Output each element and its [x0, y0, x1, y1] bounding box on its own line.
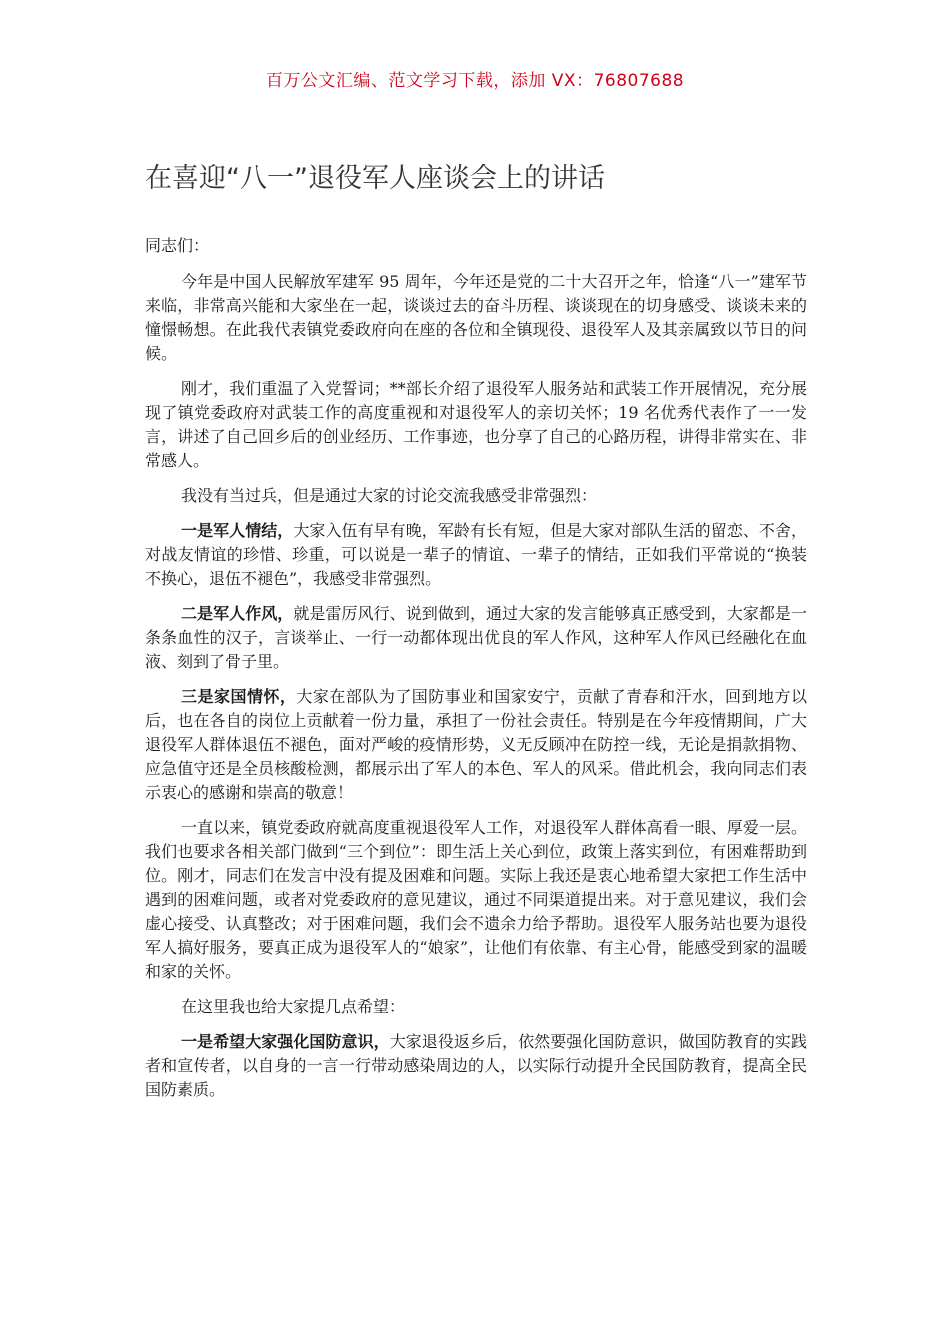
paragraph-4 [145, 519, 807, 591]
paragraph-5 [145, 602, 807, 674]
paragraph-8 [145, 995, 807, 1019]
paragraph-text: 今年是中国人民解放军建军 95 周年，今年还是党的二十大召开之年，恰逢“八一”建军节来临，非常高兴能和大家坐在一起，谈谈过去的奋斗历程、谈谈现在的切身感受、谈谈未来的憧憬畅想。在此我代表镇党委政府向在座的各位和全镇现役、退役军人及其亲属致以节日的问候。 [145, 272, 807, 363]
paragraph-2 [145, 377, 807, 473]
document-title: 在喜迎“八一”退役军人座谈会上的讲话 [145, 163, 605, 194]
paragraph-9 [145, 1030, 807, 1102]
paragraph-text: 大家退役返乡后，依然要强化国防意识，做国防教育的实践者和宣传者，以自身的一言一行带动感染周边的人，以实际行动提升全民国防教育，提高全民国防素质。 [145, 1032, 807, 1099]
paragraph-lead: 二是军人作风， [181, 604, 294, 623]
paragraph-text: 一直以来，镇党委政府就高度重视退役军人工作，对退役军人群体高看一眼、厚爱一层。我们也要求各相关部门做到“三个到位”：即生活上关心到位，政策上落实到位，有困难帮助到位。刚才，同志们在发言中没有提及困难和问题。实际上我还是衷心地希望大家把工作生活中遇到的困难问题，或者对党委政府的意见建议，通过不同渠道提出来。对于意见建议，我们会虚心接受、认真整改；对于困难问题，我们会不遗余力给予帮助。退役军人服务站也要为退役军人搞好服务，要真正成为退役军人的“娘家”，让他们有依靠、有主心骨，能感受到家的温暖和家的关怀。 [145, 818, 807, 981]
document-body [145, 234, 807, 1113]
paragraph-text: 在这里我也给大家提几点希望： [181, 997, 406, 1016]
paragraph-text: 刚才，我们重温了入党誓词；**部长介绍了退役军人服务站和武装工作开展情况，充分展现了镇党委政府对武装工作的高度重视和对退役军人的亲切关怀；19 名优秀代表作了一一发言，讲述了自己回乡后的创业经历、工作事迹，也分享了自己的心路历程，讲得非常实在、非常感人。 [145, 379, 807, 470]
paragraph-text: 大家入伍有早有晚，军龄有长有短，但是大家对部队生活的留恋、不舍，对战友情谊的珍惜、珍重，可以说是一辈子的情谊、一辈子的情结，正如我们平常说的“换装不换心，退伍不褪色”，我感受非常强烈。 [145, 521, 807, 588]
paragraph-7 [145, 816, 807, 984]
paragraph-lead: 三是家国情怀， [181, 687, 297, 706]
header-banner: 百万公文汇编、范文学习下载，添加 VX：76807688 [265, 71, 685, 91]
paragraph-text: 我没有当过兵，但是通过大家的讨论交流我感受非常强烈： [181, 486, 598, 505]
paragraph-3 [145, 484, 807, 508]
paragraph-6 [145, 685, 807, 805]
paragraph-text: 大家在部队为了国防事业和国家安宁，贡献了青春和汗水，回到地方以后，也在各自的岗位上贡献着一份力量，承担了一份社会责任。特别是在今年疫情期间，广大退役军人群体退伍不褪色，面对严峻的疫情形势，义无反顾冲在防控一线，无论是捐款捐物、应急值守还是全员核酸检测，都展示出了军人的本色、军人的风采。借此机会，我向同志们表示衷心的感谢和崇高的敬意！ [145, 687, 807, 802]
paragraph-text: 就是雷厉风行、说到做到，通过大家的发言能够真正感受到，大家都是一条条血性的汉子，言谈举止、一行一动都体现出优良的军人作风，这种军人作风已经融化在血液、刻到了骨子里。 [145, 604, 807, 671]
paragraph-1 [145, 270, 807, 366]
salutation: 同志们： [145, 236, 210, 255]
paragraph-lead: 一是军人情结， [181, 521, 294, 540]
paragraph-lead: 一是希望大家强化国防意识， [181, 1032, 390, 1051]
